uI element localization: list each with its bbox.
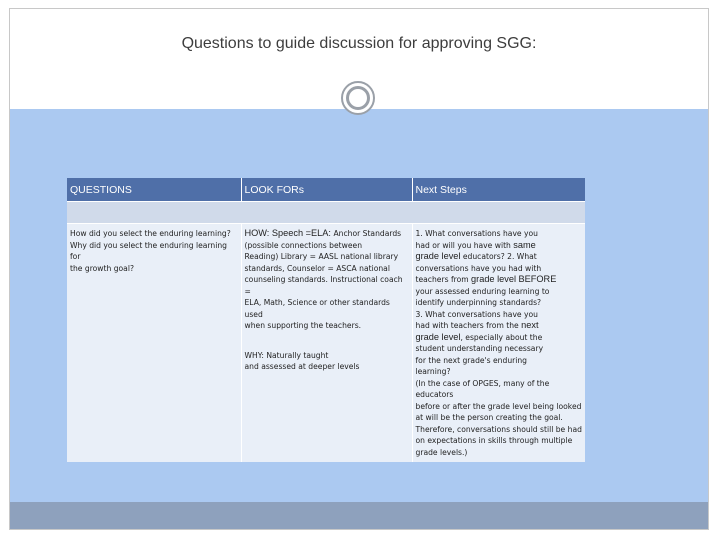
next-steps-part: 1. What conversations have you had or will you have with: [415, 229, 538, 250]
questions-cell: [67, 224, 241, 463]
look-fors-why: WHY: Naturally taught and assessed at deeper levels: [244, 350, 360, 371]
table-spacer-row: [67, 202, 585, 224]
slide-title: Questions to guide discussion for approving SGG:: [181, 35, 537, 52]
next-steps-text: [416, 228, 583, 458]
speech-lead: HOW: Speech =ELA:: [244, 228, 334, 238]
discussion-table: [67, 178, 585, 462]
bottom-band: [10, 502, 708, 529]
emphasis-grade-level-before: grade level BEFORE: [471, 274, 557, 284]
next-steps-cell: [412, 224, 585, 463]
table-header-row: [67, 178, 585, 202]
header-questions: QUESTIONS: [67, 178, 241, 202]
speech-rest: Anchor Standards (possible connections between Reading) Library = AASL national library standards, Counselor = ASCA national counseling standards. Instructional coach = ELA, Math, Science or other standards used when supporting the teachers.: [244, 229, 403, 330]
emphasis-grade-level: grade level: [415, 331, 461, 342]
questions-text: How did you select the enduring learning? Why did you select the enduring learning for the growth goal?: [70, 229, 231, 273]
next-steps-part: educators? 2. What conversations have you had with teachers from: [415, 252, 542, 284]
emphasis-next: next: [521, 320, 539, 330]
table-row: [67, 224, 585, 463]
emphasis-grade-level: grade level: [415, 251, 461, 261]
next-steps-part: , especially about the student understanding necessary for the next grade's enduring learning? (In the case of OPGES, many of the educators before or after the grade level being looked at will be the person creating the goal. Therefore, conversations should still be had on expectations in skills through multiple grade levels.): [415, 332, 582, 457]
look-fors-cell: [241, 224, 412, 463]
circle-ornament-icon: [341, 81, 375, 115]
spacer-cell: [67, 202, 241, 224]
spacer-cell: [412, 202, 585, 224]
header-next-steps: Next Steps: [412, 178, 585, 202]
look-fors-how: [245, 228, 409, 332]
next-steps-part: your assessed enduring learning to identify underpinning standards? 3. What conversations have you had with teachers from the: [415, 286, 550, 330]
emphasis-same: same: [513, 239, 536, 250]
header-look-fors: LOOK FORs: [241, 178, 412, 202]
spacer-cell: [241, 202, 412, 224]
